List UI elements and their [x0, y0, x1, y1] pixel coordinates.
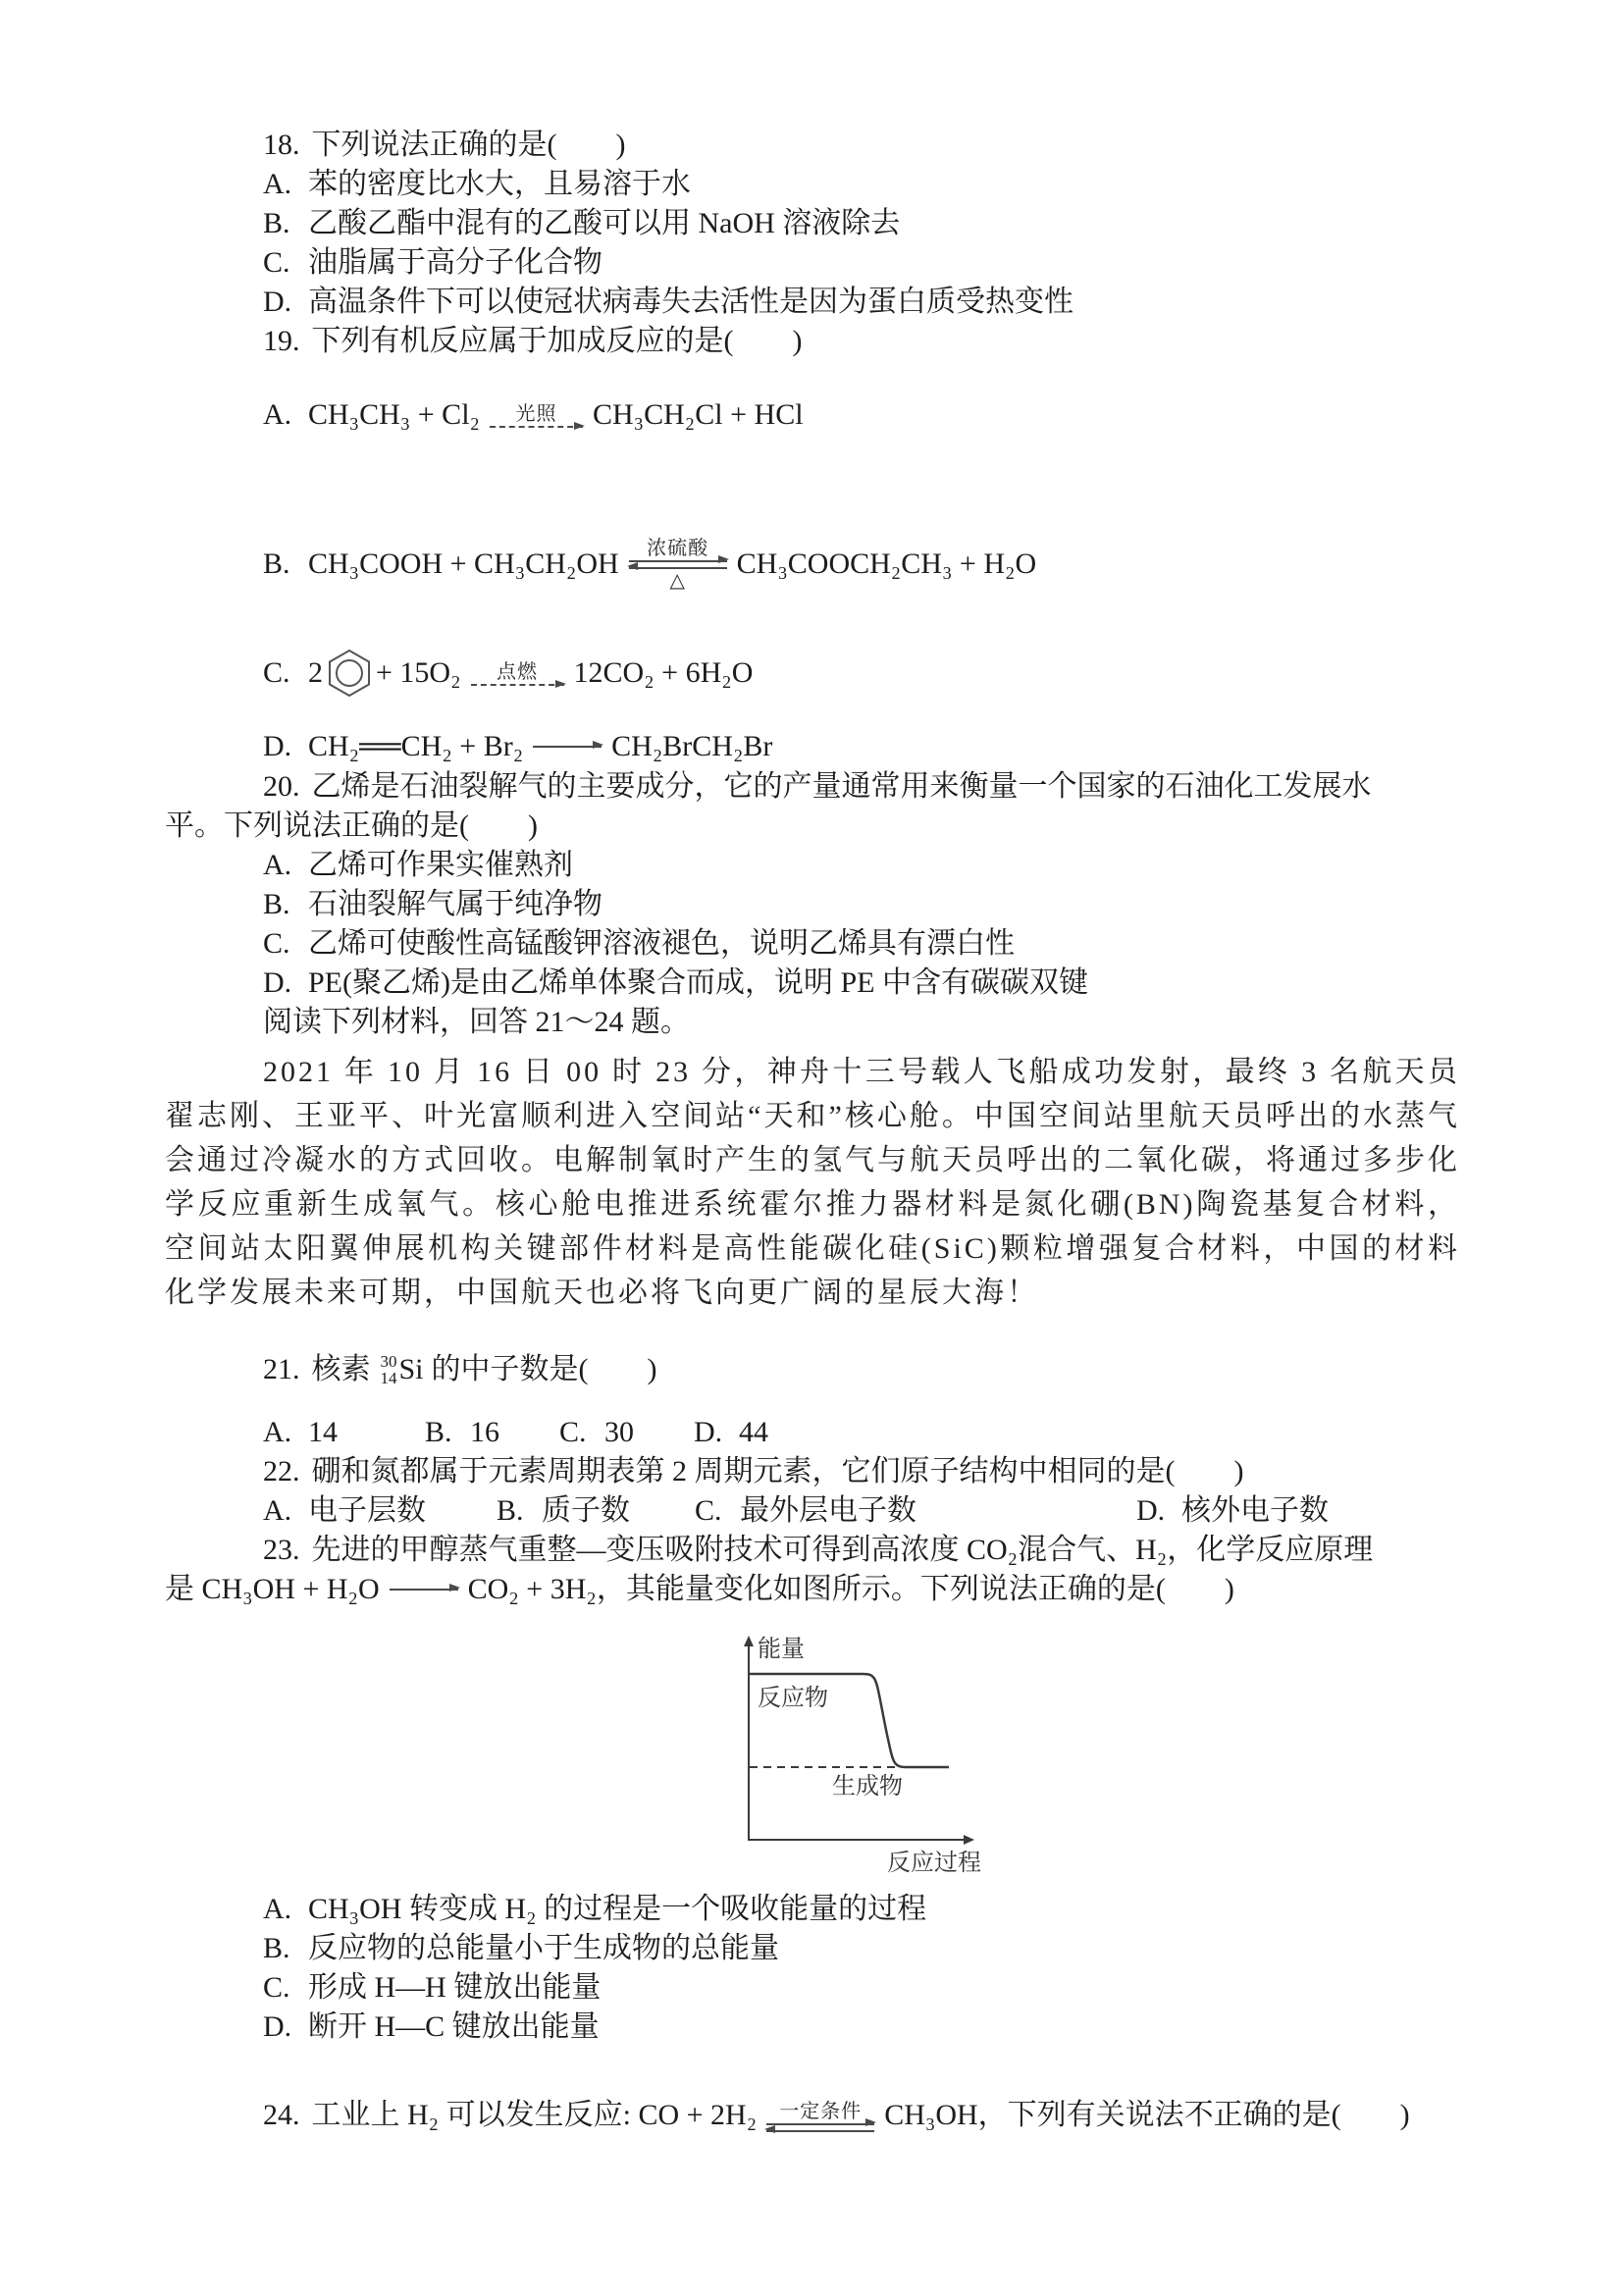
question-18 [165, 126, 1460, 322]
label-reactants: 反应物 [758, 1686, 828, 1711]
option-text: 30 [604, 1416, 634, 1448]
equation-row-a [165, 383, 1460, 447]
option-cell [497, 1491, 695, 1531]
option-text: 高温条件下可以使冠状病毒失去活性是因为蛋白质受热变性 [308, 286, 1073, 318]
reading-paragraph: 2021 年 10 月 16 日 00 时 23 分，神舟十三号载人飞船成功发射，最终 3 名航天员翟志刚、王亚平、叶光富顺利进入空间站“天和”核心舱。中国空间站里航天员呼出的水蒸气会通过冷凝水的方式回收。电解制氧时产生的氢气与航天员呼出的二氧化碳，将通过多步化学反应重新生成氧气。核心舱电推进系统霍尔推力器材料是氮化硼(BN)陶瓷基复合材料，空间站太阳翼伸展机构关键部件材料是高性能碳化硅(SiC)颗粒增强复合材料，中国的材料化学发展未来可期，中国航天也必将飞向更广阔的星辰大海！ [165, 1056, 1460, 1309]
option-text: 乙烯可作果实催熟剂 [308, 849, 573, 881]
reaction-condition: 点燃 [497, 661, 539, 683]
label-products: 生成物 [832, 1774, 903, 1800]
question-21-stem [165, 1342, 1460, 1397]
question-23-stem-line2 [165, 1570, 1460, 1609]
option-label: B. [263, 1932, 290, 1964]
question-number: 22. [263, 1455, 300, 1487]
stem-text: 是 CH₃OH + H₂O [165, 1573, 380, 1605]
arrow-line-bottom [629, 567, 727, 569]
option-row [165, 165, 1460, 204]
formula-left: CH₃COOH + CH₃CH₂OH [308, 548, 619, 580]
question-18-stem [165, 126, 1460, 165]
stem-text: 工业上 H₂ 可以发生反应: CO + 2H₂ [311, 2099, 758, 2131]
arrow-line [490, 426, 583, 428]
axis-label-energy: 能量 [758, 1637, 805, 1662]
option-row [165, 885, 1460, 924]
reaction-arrow [490, 402, 583, 428]
option-text: 核外电子数 [1181, 1494, 1329, 1527]
formula-left: + 15O₂ [376, 656, 461, 689]
stem-text: CH₃OH，下列有关说法不正确的是( ) [884, 2099, 1410, 2131]
question-number: 18. [263, 129, 300, 161]
stem-text: 下列有机反应属于加成反应的是( ) [311, 325, 803, 357]
options-row [165, 1491, 1460, 1531]
option-text: 质子数 [542, 1494, 630, 1527]
energy-diagram [736, 1635, 981, 1882]
option-text: 44 [739, 1416, 768, 1448]
stem-text: 的中子数是( ) [431, 1353, 657, 1385]
option-label: C. [263, 1971, 290, 2004]
equation-row-c [165, 638, 1460, 708]
question-19 [165, 322, 1460, 767]
arrow-line-top [629, 560, 727, 562]
question-number: 24. [263, 2099, 300, 2131]
question-number: 19. [263, 325, 300, 357]
option-row [165, 924, 1460, 964]
question-24 [165, 2080, 1460, 2151]
option-label: A. [263, 1494, 292, 1527]
reaction-condition: 一定条件 [779, 2100, 863, 2122]
option-text: 最外层电子数 [740, 1494, 916, 1527]
question-23-stem-line1 [165, 1531, 1460, 1570]
option-label: D. [263, 966, 292, 999]
option-label: A. [263, 398, 292, 431]
formula-right: 12CO₂ + 6H₂O [573, 656, 754, 689]
option-text: 形成 H—H 键放出能量 [308, 1971, 602, 2004]
equilibrium-arrow [766, 2100, 874, 2132]
option-row [165, 846, 1460, 885]
option-label: C. [695, 1494, 722, 1527]
question-20-stem-line2 [165, 807, 1460, 846]
option-label: C. [263, 927, 290, 960]
option-row [165, 1890, 1460, 1929]
option-label: D. [263, 2010, 292, 2043]
arrow-line-top [766, 2123, 874, 2125]
option-label: D. [263, 730, 292, 762]
arrow-line [471, 684, 564, 686]
question-20-stem-line1 [165, 767, 1460, 807]
reaction-condition-above: 浓硫酸 [647, 537, 709, 559]
option-text: PE(聚乙烯)是由乙烯单体聚合而成，说明 PE 中含有碳碳双键 [308, 966, 1088, 999]
equation-row-b [165, 524, 1460, 604]
option-text: CH₃OH 转变成 H₂ 的过程是一个吸收能量的过程 [308, 1893, 927, 1925]
option-text: 苯的密度比水大，且易溶于水 [308, 168, 691, 200]
option-row [165, 2008, 1460, 2047]
formula-left: CH₃CH₃ + Cl₂ [308, 398, 480, 431]
option-label: A. [263, 1893, 292, 1925]
question-22 [165, 1452, 1460, 1531]
option-label: C. [263, 246, 290, 279]
stem-text: 乙烯是石油裂解气的主要成分，它的产量通常用来衡量一个国家的石油化工发展水 [311, 770, 1372, 803]
option-row [165, 243, 1460, 283]
formula-right: CH₂BrCH₂Br [611, 730, 773, 762]
option-label: A. [263, 1416, 292, 1448]
nuclide-notation [381, 1353, 397, 1386]
formula-left: CH₂══CH₂ + Br₂ [308, 730, 524, 762]
diagram-x-axis [748, 1839, 966, 1841]
option-text: 石油裂解气属于纯净物 [308, 888, 602, 920]
question-number: 20. [263, 770, 300, 803]
option-row [165, 964, 1460, 1003]
stem-text: 硼和氮都属于元素周期表第 2 周期元素，它们原子结构中相同的是( ) [311, 1455, 1244, 1487]
formula-coefficient: 2 [308, 656, 323, 689]
question-21 [165, 1342, 1460, 1452]
option-label: B. [263, 888, 290, 920]
option-text: 乙烯可使酸性高锰酸钾溶液褪色，说明乙烯具有漂白性 [308, 927, 1015, 960]
equilibrium-arrow [629, 537, 727, 593]
reaction-condition-below: △ [669, 569, 686, 592]
stem-text: 先进的甲醇蒸气重整—变压吸附技术可得到高浓度 CO₂混合气、H₂，化学反应原理 [311, 1534, 1374, 1566]
option-text: 反应物的总能量小于生成物的总能量 [308, 1932, 779, 1964]
benzene-ring-icon [327, 649, 372, 698]
question-20 [165, 767, 1460, 1003]
stem-text: 下列说法正确的是( ) [311, 129, 626, 161]
question-22-stem [165, 1452, 1460, 1491]
option-text: 断开 H—C 键放出能量 [308, 2010, 600, 2043]
arrow-line [533, 746, 602, 748]
reaction-arrow [471, 660, 564, 686]
question-23 [165, 1531, 1460, 2047]
reaction-arrow [533, 746, 602, 748]
formula-right: CH₃COOCH₂CH₃ + H₂O [736, 548, 1037, 580]
reaction-condition: 光照 [515, 403, 557, 425]
option-text: 乙酸乙酯中混有的乙酸可以用 NaOH 溶液除去 [308, 207, 901, 239]
option-label: C. [263, 656, 290, 689]
option-label: B. [263, 548, 290, 580]
arrow-lines [766, 2123, 874, 2132]
stem-text: CO₂ + 3H₂，其能量变化如图所示。下列说法正确的是( ) [467, 1573, 1234, 1605]
reaction-arrow [390, 1589, 458, 1591]
option-text: 16 [470, 1416, 499, 1448]
option-row [165, 1929, 1460, 1968]
option-text: 油脂属于高分子化合物 [308, 246, 602, 279]
question-number: 21. [263, 1353, 300, 1385]
option-label: A. [263, 168, 292, 200]
option-label: B. [263, 207, 290, 239]
option-cell [695, 1491, 1136, 1531]
option-label: B. [425, 1416, 452, 1448]
equation-row-d [165, 726, 1460, 767]
option-row [165, 1968, 1460, 2008]
reading-intro: 阅读下列材料，回答 21～24 题。 [263, 1006, 690, 1038]
option-cell [263, 1413, 425, 1452]
option-cell [559, 1413, 694, 1452]
stem-text: 核素 [311, 1353, 371, 1385]
option-cell [263, 1491, 497, 1531]
axis-label-process: 反应过程 [887, 1851, 981, 1876]
options-row [165, 1413, 1460, 1452]
option-cell [425, 1413, 559, 1452]
option-label: D. [1136, 1494, 1166, 1527]
nuclide-proton-number: 14 [380, 1369, 397, 1387]
option-row [165, 283, 1460, 322]
stem-text: 平。下列说法正确的是( ) [165, 809, 538, 842]
option-label: A. [263, 849, 292, 881]
option-label: C. [559, 1416, 587, 1448]
arrow-line-bottom [766, 2130, 874, 2132]
option-cell [694, 1413, 768, 1452]
question-19-stem [165, 322, 1460, 361]
option-row [165, 204, 1460, 243]
arrow-lines [629, 560, 727, 569]
question-number: 23. [263, 1534, 300, 1566]
nuclide-symbol: Si [398, 1353, 424, 1385]
option-label: D. [263, 286, 292, 318]
option-label: D. [694, 1416, 723, 1448]
formula-right: CH₃CH₂Cl + HCl [593, 398, 804, 431]
nuclide-mass-number: 30 [380, 1352, 397, 1371]
option-cell [1136, 1491, 1329, 1531]
option-label: B. [497, 1494, 524, 1527]
option-text: 电子层数 [308, 1494, 426, 1527]
option-text: 14 [308, 1416, 338, 1448]
